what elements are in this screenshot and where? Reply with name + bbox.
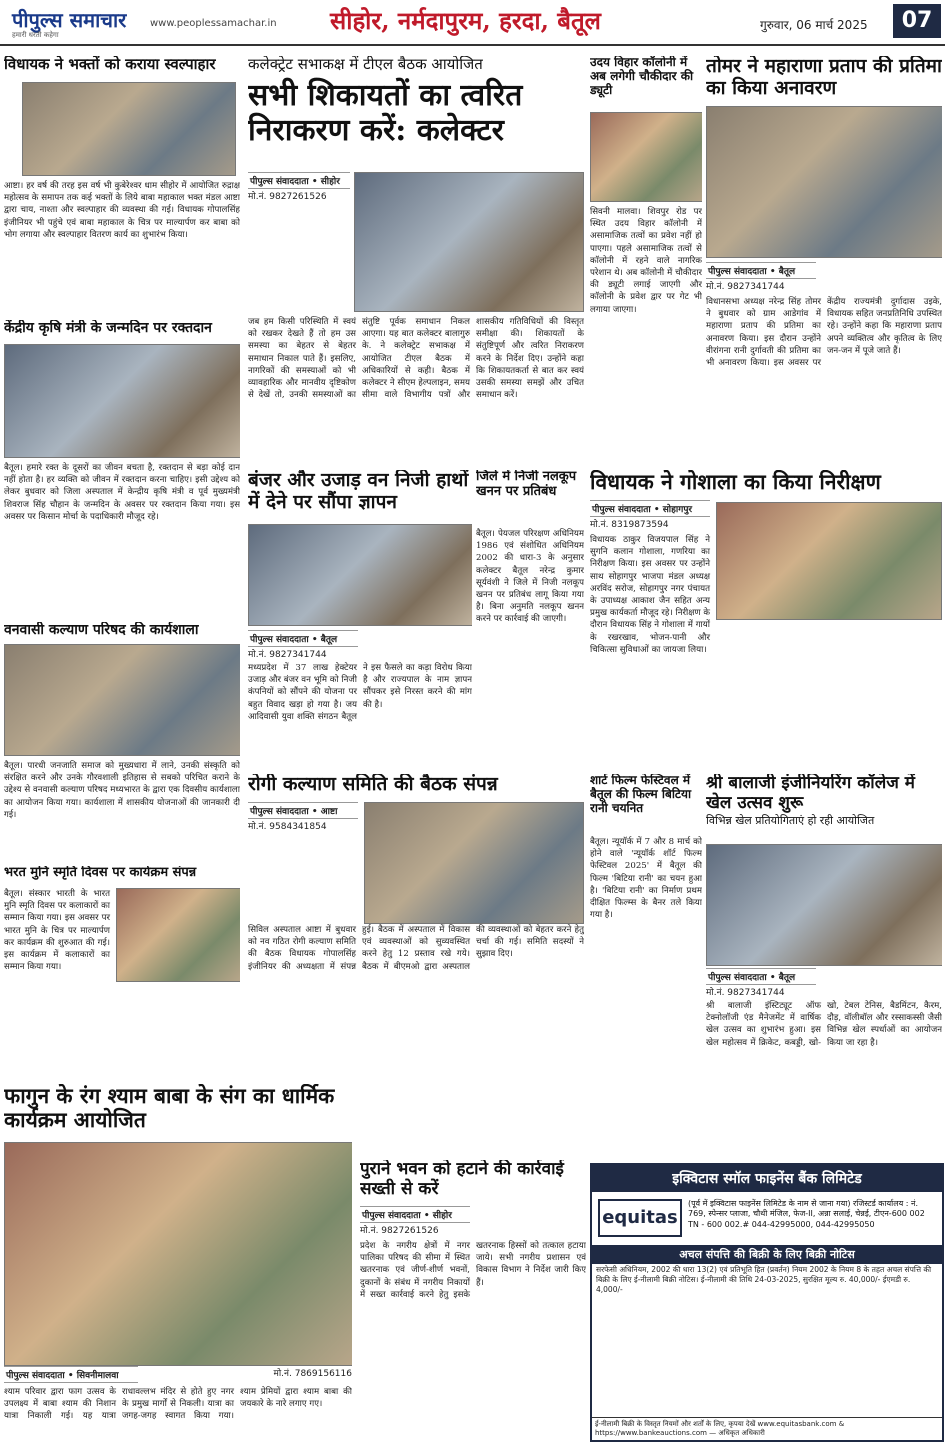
story-kicker: कलेक्ट्रेट सभाकक्ष में टीएल बैठक आयोजित [248, 56, 483, 73]
story-headline: सभी शिकायतों का त्वरित निराकरण करें: कलेक्टर [248, 78, 523, 148]
story-mobile: मो.नं. 7869156116 [273, 1369, 352, 1379]
story-headline: तोमर ने महाराणा प्रताप की प्रतिमा का किया अनावरण [706, 56, 942, 99]
story-body: श्याम परिवार द्वारा फाग उत्सव के उपलक्ष्य में बाबा श्याम की निशान यात्रा निकाली गई। यह यात्रा राधावल्लभ मंदिर से होते हुए नगर के प्रमुख मार्गों से निकली। यात्रा का जगह-जगह स्वागत किया गया। श्याम प्रेमियों द्वारा श्याम बाबा की जयकारे के नारे लगाए गए। [4, 1387, 352, 1422]
story-collector-tl-baithak [248, 56, 584, 466]
equitas-auction-notice-ad [590, 1163, 944, 1442]
ad-footer[interactable]: ई-नीलामी बिक्री के विस्तृत नियमों और शर्तों के लिए, कृपया देखें www.equitasbank.com & https://www.bankeauctions.com — अधिकृत अधिकारी [592, 1417, 942, 1440]
story-body: विधानसभा अध्यक्ष नरेन्द्र सिंह तोमर ने बुधवार को ग्राम आडेगांव में महाराणा प्रताप की प्रतिमा का अनावरण किया। इस दौरान उन्होंने वीरांगना रानी दुर्गावती की प्रतिमा का भी अनावरण किया। इस अवसर पर केंद्रीय राज्यमंत्री दुर्गादास उइके, विधायक सहित जनप्रतिनिधि उपस्थित रहे। उन्होंने कहा कि महाराणा प्रताप अपने व्यक्तित्व और कृतित्व के लिए जन-जन में पूजे जाते हैं। [706, 297, 942, 369]
story-byline: पीपुल्स संवाददाता • बैतूल [706, 262, 816, 279]
story-byline: पीपुल्स संवाददाता • सीहोर [360, 1206, 470, 1223]
story-body: सिवनी मालवा। शिवपुर रोड पर स्थित उदय विहार कॉलोनी में असामाजिक तत्वों का प्रवेश नहीं हो पाएगा। पहले असामाजिक तत्वों से कॉलोनी में रहने वाले नागरिक परेशान थे। अब कॉलोनी में चौकीदार की ड्यूटी लगाई जाएगी और कॉलोनी के प्रवेश द्वार पर गेट भी लगाया जाएगा। [590, 207, 702, 315]
ad-body: सरफेसी अधिनियम, 2002 की धारा 13(2) एवं प्रतिभूति हित (प्रवर्तन) नियम 2002 के नियम 8 के तहत अचल संपत्ति की बिक्री के लिए ई-नीलामी बिक्री नोटिस। ई-नीलामी की तिथि 24-03-2025, सुरक्षित मूल्य रु. 40,000/- ईएमडी रु. 4,000/- [596, 1265, 932, 1295]
story-headline: शार्ट फिल्म फेस्टिवल में बैतूल की फिल्म बिटिया रानी चयनित [590, 774, 692, 815]
story-rogi-kalyan-samiti [248, 774, 584, 1038]
story-vanvasi-karyashala [4, 622, 240, 862]
story-body: मध्यप्रदेश में 37 लाख हेक्टेयर उजाड़ और बंजर वन भूमि को निजी कंपनियों को सौंपने की योजना पर बहुत विवाद खड़ा हो गया है। जय आदिवासी युवा शक्ति संगठन बैतूल ने इस फैसले का कड़ा विरोध किया है और राज्यपाल के नाम ज्ञापन सौंपकर इसे निरस्त करने की मांग की है। [248, 663, 472, 722]
story-photo [706, 106, 942, 258]
masthead [0, 0, 945, 46]
story-photo [4, 344, 240, 458]
story-photo [590, 112, 702, 202]
ad-address: (पूर्व में इक्विटास फाइनेंस लिमिटेड के नाम से जाना गया) रजिस्टर्ड कार्यालय : नं. 769, स्पेन्सर प्लाजा, चौथी मंजिल, फेज-II, अन्ना सलाई, चेन्नई, टीएन-600 002 TN - 600 002.# 044-42995000, 044-42995050 [688, 1199, 925, 1229]
story-body: श्री बालाजी इंस्टिट्यूट ऑफ टेक्नोलॉजी एंड मैनेजमेंट में वार्षिक खेल उत्सव का शुभारंभ हुआ। इस खेल महोत्सव में क्रिकेट, कबड्डी, खो-खो, टेबल टेनिस, बैडमिंटन, कैरम, दौड़, वॉलीबॉल और रस्साकस्सी जैसी विभिन्न खेल स्पर्धाओं का आयोजन किया जा रहा है। [706, 1001, 942, 1048]
story-photo [716, 502, 942, 620]
story-body: बैतूल। पेयजल परिरक्षण अधिनियम 1986 एवं संशोधित अधिनियम 2002 की धारा-3 के अनुसार कलेक्टर बैतूल नरेन्द्र कुमार सूर्यवंशी ने जिले में निजी नलकूप खनन पर प्रतिबंध लागू किया गया है। बिना अनुमति नलकूप खनन करने पर कार्रवाई की जाएगी। [476, 529, 584, 625]
story-headline: वनवासी कल्याण परिषद की कार्यशाला [4, 622, 199, 638]
story-mobile: मो.नं. 9827341744 [706, 282, 785, 292]
story-body: जब हम किसी परिस्थिति में स्वयं को रखकर देखते हैं तो हम उस समस्या का बेहतर से बेहतर समाधान निकाल पाते हैं। इसलिए, नागरिकों की समस्याओं को भी व्यावहारिक और मानवीय दृष्टिकोण से देखें तो, उनकी समस्याओं का संतुष्टि पूर्वक समाधान निकल आएगा। यह बात कलेक्टर बालागुरु के. ने कलेक्ट्रेट सभाकक्ष में आयोजित टीएल बैठक में अधिकारियों से कही। बैठक में कलेक्टर ने सीएम हेल्पलाइन, समय सीमा वाले विभागीय पत्रों और शासकीय गतिविधियों की विस्तृत समीक्षा की। शिकायतों के संतुष्टिपूर्ण और त्वरित निराकरण करने के निर्देश दिए। उन्होंने कहा कि शिकायतकर्ता से बात कर स्वयं उसकी समस्या समझें और उचित समाधान करें। [248, 317, 584, 401]
story-photo [4, 1142, 352, 1366]
story-uday-vihar [590, 56, 702, 466]
story-mobile: मो.नं. 9827341744 [248, 650, 327, 660]
story-banjar-van [248, 470, 472, 770]
story-body: विधायक ठाकुर विजयपाल सिंह ने सुगनि कलान गोशाला, गणरिया का निरीक्षण किया। इस अवसर पर उन्होंने साथ सोहागपुर भाजपा मंडल अध्यक्ष अरविंद सरोज, सोहागपुर नगर पंचायत के उपाध्यक्ष आकाश जैन सहित अन्य प्रमुख कार्यकर्ता मौजूद रहे। निरीक्षण के दौरान विधायक सिंह ने गोशाला में गायों के रखरखाव, भोजन-पानी और चिकित्सा सुविधाओं का जायजा लिया। [590, 535, 710, 655]
story-photo [354, 172, 584, 312]
story-photo [364, 802, 584, 924]
story-mobile: मो.नं. 9827261526 [248, 192, 327, 202]
story-body: प्रदेश के नगरीय क्षेत्रों में नगर पालिका परिषद की सीमा में स्थित खतरनाक एवं जीर्ण-शीर्ण भवनों, दुकानों के संबंध में नगरीय निकायों में सख्त कार्रवाई करने हेतु इसके खतरनाक हिस्सों को तत्काल हटाया जाये। सभी नगरीय प्रशासन एवं विकास विभाग ने निर्देश जारी किए हैं। [360, 1241, 586, 1300]
story-fagun-shyam-baba [4, 1084, 352, 1440]
story-photo [22, 82, 236, 176]
story-headline: फागुन के रंग श्याम बाबा के संग का धार्मिक कार्यक्रम आयोजित [4, 1084, 335, 1133]
story-headline: उदय विहार कॉलोनी में अब लगेगी चौकीदार की ड्यूटी [590, 56, 694, 97]
story-short-film-festival [590, 774, 702, 1154]
website-link[interactable]: www.peoplessamachar.in [150, 18, 277, 29]
story-tomar-maharana-pratap [706, 56, 942, 466]
story-byline: पीपुल्स संवाददाता • बैतूल [248, 630, 358, 647]
story-body: बैतूल। पारधी जनजाति समाज को मुख्यधारा में लाने, उनकी संस्कृति को संरक्षित करने और उनके गौरवशाली इतिहास से सबको परिचित कराने के उद्देश्य से वनवासी कल्याण परिषद मध्यभारत के द्वारा एक दिवसीय कार्यशाला का आयोजन किया गया। कार्यशाला में शासकीय योजनाओं की जानकारी दी गई। [4, 761, 240, 820]
story-body: आष्टा। हर वर्ष की तरह इस वर्ष भी कुबेरेश्वर धाम सीहोर में आयोजित रुद्राक्ष महोत्सव के समापन तक कई भक्तों के लिये बाबा महाकाल भक्त मंडल आष्टा द्वारा चाय, नाश्ता और स्वल्पाहार की व्यवस्था की गई। विधायक गोपालसिंह इंजीनियर भी पहुंचे एवं बाबा महाकाल के चित्र पर माल्यार्पण कर बाबा को भोग लगाया और स्वल्पाहार वितरण कार्य का शुभारंभ किया। [4, 181, 240, 240]
story-subhead: विभिन्न खेल प्रतियोगिताएं हो रही आयोजित [706, 814, 875, 828]
story-body: बैतूल। संस्कार भारती के भारत मुनि स्मृति दिवस पर कलाकारों का सम्मान किया गया। इस अवसर पर भारत मुनि के चित्र पर माल्यार्पण कर कार्यक्रम की शुरुआत की गई। इस कार्यक्रम में कलाकारों का सम्मान किया गया। [4, 889, 110, 973]
story-byline: पीपुल्स संवाददाता • सीहोर [248, 172, 350, 189]
ad-notice-strip: अचल संपत्ति की बिक्री के लिए बिक्री नोटिस [592, 1245, 942, 1264]
story-photo [248, 524, 472, 626]
story-headline: विधायक ने गोशाला का किया निरीक्षण [590, 470, 881, 494]
story-headline: रोगी कल्याण समिति की बैठक संपन्न [248, 774, 498, 795]
story-byline: पीपुल्स संवाददाता • सिवनीमालवा [4, 1366, 138, 1383]
story-photo [4, 644, 240, 756]
story-mobile: मो.नं. 9584341854 [248, 822, 327, 832]
story-headline: बंजर और उजाड़ वन निजी हाथों में देने पर सौंपा ज्ञापन [248, 470, 469, 513]
story-byline: पीपुल्स संवाददाता • आष्टा [248, 802, 358, 819]
section-title: सीहोर, नर्मदापुरम, हरदा, बैतूल [330, 6, 601, 35]
story-mobile: मो.नं. 8319873594 [590, 520, 669, 530]
story-headline: विधायक ने भक्तों को कराया स्वल्पाहार [4, 56, 216, 73]
story-headline: भरत मुनि स्मृति दिवस पर कार्यक्रम संपन्न [4, 866, 197, 880]
page-number: 07 [893, 4, 941, 38]
story-headline: केंद्रीय कृषि मंत्री के जन्मदिन पर रक्तदान [4, 320, 212, 336]
ad-title: इक्विटास स्मॉल फाइनेंस बैंक लिमिटेड [592, 1165, 942, 1192]
story-body: बैतूल। न्यूयॉर्क में 7 और 8 मार्च को होने वाले 'न्यूयॉर्क शॉर्ट फिल्म फेस्टिवल 2025' में बैतूल की फिल्म 'बिटिया रानी' का चयन हुआ है। 'बिटिया रानी' का निर्माण प्रथम दीक्षित फिल्म्स के बैनर तले किया गया है। [590, 837, 702, 921]
story-headline: श्री बालाजी इंजीनियरिंग कॉलेज में खेल उत्सव शुरू [706, 774, 915, 813]
newspaper-logo[interactable] [12, 6, 126, 40]
equitas-logo-icon: equitas [598, 1199, 682, 1237]
story-balaji-khel-utsav [706, 774, 942, 1154]
story-mobile: मो.नं. 9827261526 [360, 1226, 439, 1236]
story-byline: पीपुल्स संवाददाता • बैतूल [706, 968, 816, 985]
story-headline: पुराने भवन को हटाने की कार्रवाई सख्ती से करें [360, 1160, 564, 1199]
story-mobile: मो.नं. 9827341744 [706, 988, 785, 998]
story-photo [116, 888, 240, 982]
publication-date: गुरुवार, 06 मार्च 2025 [760, 18, 868, 32]
story-body: बैतूल। हमारे रक्त के दूसरों का जीवन बचता है, रक्तदान से बड़ा कोई दान नहीं होता है। हर व्यक्ति को जीवन में रक्तदान करना चाहिए। इसी उद्देश्य को लेकर बुधवार को जिला अस्पताल में केन्द्रीय कृषि मंत्री व पूर्व मुख्यमंत्री शिवराज सिंह चौहान के जन्मदिन के अवसर पर रक्तदान किया गया। इस अवसर पर किसान मोर्चा के पदाधिकारी मौजूद रहे। [4, 463, 240, 522]
story-headline: जिले में निजी नलकूप खनन पर प्रतिबंध [476, 470, 577, 499]
story-goshala-nirikshan [590, 470, 942, 770]
story-photo [706, 844, 942, 966]
story-bhakton-swalpahar [4, 56, 240, 316]
story-byline: पीपुल्स संवाददाता • सोहागपुर [590, 500, 710, 517]
logo-tagline: हमारी धरती कहेगा [12, 31, 59, 39]
story-purane-bhavan [360, 1160, 586, 1440]
story-bharat-muni [4, 866, 240, 1080]
logo-text: पीपुल्स समाचार [12, 8, 127, 32]
story-nalkup-pratibandh [476, 470, 584, 770]
story-body: सिविल अस्पताल आष्टा में बुधवार को नव गठित रोगी कल्याण समिति की बैठक विधायक गोपालसिंह इंजीनियर की अध्यक्षता में संपन्न हुई। बैठक में अस्पताल में विकास एवं व्यवस्थाओं को सुव्यवस्थित करने हेतु 12 प्रस्ताव रखे गये। बैठक में बीएमओ द्वारा अस्पताल की व्यवस्थाओं को बेहतर करने हेतु चर्चा की गई। समिति सदस्यों ने सुझाव दिए। [248, 925, 584, 972]
story-raktdan [4, 320, 240, 620]
